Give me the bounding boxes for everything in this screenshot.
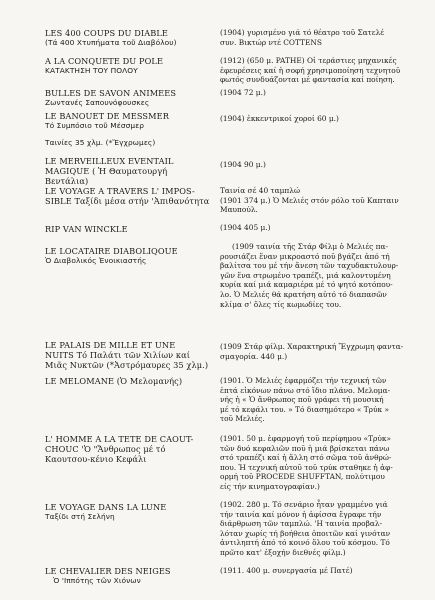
film-note <box>220 160 422 170</box>
film-note-line: (1901. 50 μ. ἐφαρμογή τοῦ περίφημου «Τρύκ» <box>220 434 392 443</box>
film-title: LE VOYAGE A TRAVERS L' IMPOS- <box>45 186 195 196</box>
film-note-line: (1909 ταινία τῆς Στάρ Φίλμ ὁ Μελιές πα- <box>232 242 388 251</box>
film-title-block <box>45 186 210 206</box>
film-note-line: (1911. 400 μ. συνεργασία μέ Πατέ) <box>220 566 353 575</box>
film-note-line: λο. Ὁ Μελιές θά κρατήση αὐτό τό διαπασῶν <box>220 289 387 299</box>
film-title: A LA CONQUETE DU POLE <box>45 56 164 66</box>
film-note-line: (1904) ἐκκεντρικοί χοροί 60 μ.) <box>220 114 339 123</box>
film-title-block <box>45 28 210 48</box>
film-note-line: ἑπτά εἰκόνων πάνω στό ἴδιο πλάνο. Μελομα- <box>220 385 391 395</box>
film-title: LE VOYAGE DANS LA LUNE <box>45 502 167 512</box>
film-note-line: βαλίτσα του μέ τήν ἄνεση τῶν ταχυδακτυλουρ- <box>220 261 399 271</box>
film-subtitle: ΚΑΤΑΚΤΗΣΗ ΤΟΥ ΠΟΛΟΥ <box>45 66 138 76</box>
film-note-line: πρῶτο κατ' ἐξοχήν διεθνές φίλμ.) <box>220 547 346 557</box>
format-note: Ταινίες 35 χλμ. (*Ἔγχρωμες) <box>45 138 156 147</box>
film-note-line: (1909 Στάρ φίλμ. Χαρακτηρική Ἔγχρωμη φαντα- <box>220 342 404 351</box>
film-title: LE MELOMANE (Ὁ Μελομανής) <box>45 376 183 386</box>
film-title-block <box>45 376 210 386</box>
film-note-line: ἐφευρέσεις καί ἡ σοφή χρησιμοποίηση τεχνητοῦ <box>220 65 401 75</box>
film-note <box>220 434 422 492</box>
film-title-block <box>45 340 210 371</box>
film-title-block <box>45 246 210 266</box>
film-subtitle: (Τά 400 Χτυπήματα τοῦ Διαβόλου) <box>45 38 177 48</box>
film-note-line: (1904 90 μ.) <box>220 160 266 169</box>
film-title: LE LOCATAIRE DIABOLIQOUE <box>45 246 178 256</box>
film-title: RIP VAN WINCKLE <box>45 224 128 234</box>
film-note-line: τῶν δυό κεφαλιῶν ποῦ ἡ μιά βρίσκεται πάνω <box>220 443 390 453</box>
film-title: LE BANOUET DE MESSMER <box>45 111 169 121</box>
film-note <box>220 500 422 558</box>
film-title-block <box>45 566 210 586</box>
film-note-line: τοῦ Μελιές. <box>220 414 265 424</box>
film-subtitle: Ζωντανές Σαπουνόφουσκες <box>45 98 150 108</box>
film-note-line: κλίμα σ' ὅλες τίς κωμωδίες του. <box>220 299 342 309</box>
film-note <box>220 56 422 85</box>
film-note-line: (1912) (650 μ. PATHE) Οἱ τεράστιες μηχανικές <box>220 56 397 65</box>
film-title-block <box>45 156 210 187</box>
film-title: LES 400 COUPS DU DIABLE <box>45 28 168 38</box>
film-note-line: σμαγορία. 440 μ.) <box>220 351 288 361</box>
film-note-line: Μαυπούλ. <box>220 205 258 215</box>
film-title-block <box>45 111 210 131</box>
film-subtitle: MAGIQUE ( Ἡ Θαυματουργή Βεντάλια) <box>45 166 168 187</box>
film-note <box>220 223 422 233</box>
film-subtitle: CHOUC 'Ὁ "Ἄνθρωπος μέ τό Καουτσου-κένιο Κεφάλι <box>45 444 166 465</box>
film-note-line: ἀντιληπτή ἀπό τό κοινό ὅλου τοῦ κόσμου. Τό <box>220 538 390 548</box>
film-note <box>220 242 422 309</box>
film-note-line: κυρία καί μιά καμαριέρα μέ τό ψητό κοτόπου- <box>220 280 393 290</box>
film-note-line: τήν ταινία καί μόνον ἡ ἀφίσσα ἔγραφε τήν <box>220 509 382 519</box>
film-title: LE PALAIS DE MILLE ET UNE <box>45 340 176 350</box>
film-subtitle: SIBLE Ταξίδι μέσα στήν 'Ἀπιθανότητα <box>45 196 210 207</box>
film-note-line: Ταινία σέ 40 ταμπλώ <box>220 186 300 195</box>
film-note <box>220 186 422 215</box>
film-title-block <box>45 224 210 234</box>
film-title: LE CHEVALIER DES NEIGES <box>45 566 171 576</box>
film-title-block <box>45 434 210 465</box>
film-note <box>220 114 422 124</box>
film-note <box>220 88 422 98</box>
film-note-line: στό τραπέζι καί ἡ ἄλλη στό σῶμα τοῦ ἀνθρώ- <box>220 453 392 463</box>
film-note-line: φωτός συνδυάζονται μέ φαντασία καί ποίηση. <box>220 75 395 85</box>
film-note-line: νής ἡ « Ὁ ἄνθρωπος ποῦ γράφει τή μουσική <box>220 395 384 405</box>
film-note-line: ορμή τοῦ PROCEDE SHUFFTAN, πολύτιμου <box>220 472 385 482</box>
film-note-line: γῶν ἕνα στρωμένο τραπέζι, μιά καλοντυμένη <box>220 270 391 280</box>
film-subtitle: Ὁ Διαβολικός Ἐνοικιαστής <box>45 256 147 266</box>
film-note-line: διάρθρωση τῶν ταμπλώ. 'Η ταινία προβαλ- <box>220 519 383 529</box>
film-note-line: ρουσιάζει ἕναν μικροαστό ποῦ βγάζει ἀπό τή <box>220 251 390 261</box>
film-title: LE MERVEILLEUX EVENTAIL <box>45 156 174 166</box>
film-note-line: που. Ἡ τεχνική αὐτοῦ τοῦ τρύκ σταθηκε ἡ ἀφ- <box>220 462 393 472</box>
film-note-line: (1904 72 μ.) <box>220 88 266 97</box>
film-note-line: μέ τό κεφάλι του. » Τό διασημότερο « Τρύκ » <box>220 404 389 414</box>
film-subtitle: NUITS Τό Παλάτι τῶν Χιλίων καί Μιᾶς Νυκτῶν (*Ἀστρόμαυρες 35 χλμ.) <box>45 350 209 371</box>
film-note-line: (1901. Ὁ Μελιές ἐφαρμόζει τήν τεχνική τῶν <box>220 376 387 385</box>
film-note-line: (1902. 280 μ. Τό σενάριο ἦταν γραμμένο γιά <box>220 500 388 509</box>
film-note-line: (1904 405 μ.) <box>220 223 271 232</box>
film-note-line: λόταν χωρίς τή βοήθεια ὁποιτῶν καί γινόταν <box>220 528 391 538</box>
film-title-block <box>45 502 210 522</box>
film-subtitle: Τό Συμπόσιο τοῦ Μέσσμερ <box>45 121 145 131</box>
film-note-line: είς τήν κινηματογραφίαν.) <box>220 481 320 491</box>
film-note-line: (1904) γυρισμένο γιά τό θέατρο τοῦ Σατελέ <box>220 28 385 37</box>
film-note <box>220 566 422 576</box>
film-title-block <box>45 56 210 76</box>
film-title: BULLES DE SAVON ANIMEES <box>45 88 177 98</box>
film-title-block <box>45 88 210 108</box>
film-note <box>220 342 422 361</box>
section-note <box>45 138 210 148</box>
film-title: L' HOMME A LA TETE DE CAOUT- <box>45 434 194 444</box>
film-note-line: (1901 374 μ.) Ὁ Μελιές στόν ρόλο τοῦ Καπταιν <box>220 195 399 205</box>
film-subtitle: Ὁ 'Ιππότης τῶν Χιόνων <box>53 576 141 586</box>
film-subtitle: Ταξίδι στή Σελήνη <box>45 512 115 522</box>
film-note <box>220 376 422 424</box>
film-note <box>220 28 422 47</box>
film-note-line: συν. Βικτώρ ντέ COTTENS <box>220 37 322 47</box>
